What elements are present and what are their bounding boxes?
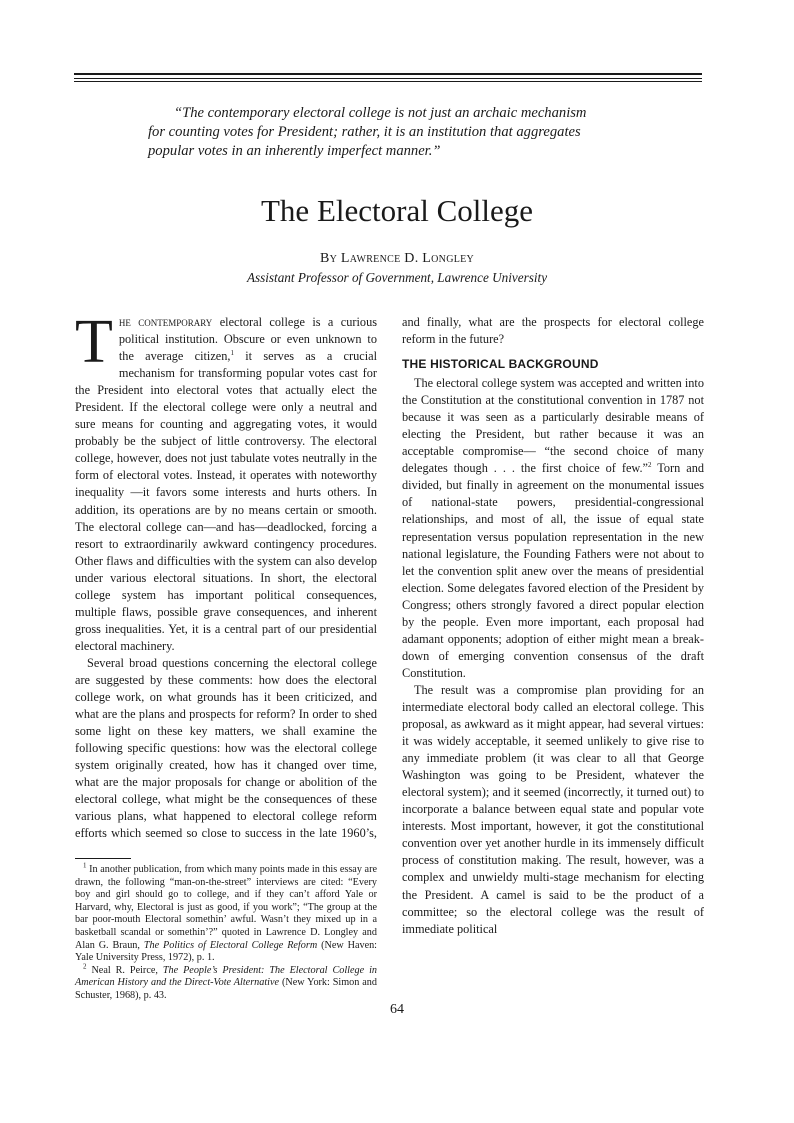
footnote-2: [75, 962, 377, 1003]
author-affiliation: Assistant Professor of Government, Lawrence University: [246, 270, 548, 285]
paragraph-2: Several broad questions concerning the electoral college are suggested by these comments: how does the electoral college work, on what grounds has it been criticized, and what are the plans and prospects for reform? In order to shed some light on these key matters, we shall examine the following specific questions: how was the electoral college system originally created, how has it changed over time, what are the major proposals for change or abolition of the electoral college, what might be the consequences of these various plans, what happened to electoral college reform efforts which seemed so close to success in the late 1960’s,: [75, 655, 377, 841]
drop-cap: T: [75, 308, 113, 376]
paragraph-3-text-b: Torn and divided, but finally in agreement on the monumental issues of national-state powers, presidential-congressional relationships, and most of all, the issue of equal state representation versus population representation in the new national legislature, the Founding Fathers were not about to let the convention split anew over the means of presidential election. Some delegates favored election of the President by Congress; others strongly favored a direct popular election by the people. Even more important, each proposal had adamant opponents; adoption of either might mean a break-down of emerging convention consensus of the draft Constitution.: [402, 461, 704, 680]
epigraph-line-3: popular votes in an inherently imperfect manner.”: [148, 143, 441, 159]
footnote-ref-2: 2: [648, 461, 652, 470]
footnote-2-text-b: (New York: Simon and Schuster, 1968), p. 43.: [75, 977, 377, 1001]
paragraph-3-text-a: The electoral college system was accepted and written into the Constitution at the constitutional convention in 1787 not because it was seen as a particularly desirable means of electing the President, but rather because it was an acceptable compromise— “the second choice of many delegates though . . . the first choice of few.”: [402, 376, 704, 476]
epigraph: [148, 104, 628, 161]
footnote-ref-1: 1: [230, 349, 234, 357]
page-number: 64: [390, 1002, 404, 1017]
author-byline: By Lawrence D. Longley: [319, 251, 475, 266]
footnotes: [75, 861, 378, 1003]
footnote-1: [75, 861, 378, 965]
footnote-1-title: The Politics of Electoral College Reform: [143, 939, 318, 951]
article-title: The Electoral College: [261, 193, 533, 228]
header-rule-thick: [74, 73, 702, 75]
epigraph-line-1: “The contemporary electoral college is not just an archaic mechanism: [174, 105, 587, 121]
left-column: [75, 308, 377, 842]
header-rule-thin: [74, 78, 702, 79]
footnote-2-text-a: Neal R. Peirce,: [86, 964, 163, 976]
paragraph-1-text-b: it serves as a crucial mechanism for transforming popular votes cast for the President into electoral votes that actually elect the President. If the electoral college were only a neutral and sure means for counting and aggregating votes, it would probably be the subject of little controversy. The electoral college, however, does not just tabulate votes neutrally in the form of electoral votes. Instead, it operates with noteworthy inequality —it favors some interests and hurts others. In addition, its operations are by no means certain or smooth. The electoral college can—and has—deadlocked, forcing a resort to extraordinarily awkward contingency procedures. Other flaws and difficulties with the system can also develop under various electoral situations. In short, the electoral college system has important political consequences, multiple flaws, possible grave consequences, and inherent gross inequalities. Yet, it is a central part of our presidential electoral machinery.: [75, 349, 377, 653]
right-column: [402, 314, 704, 938]
footnote-2-number: 2: [83, 962, 87, 971]
footnote-1-number: 1: [83, 861, 87, 870]
paragraph-2-continued: and finally, what are the prospects for electoral college reform in the future?: [402, 315, 704, 347]
opening-words: he contemporary: [118, 315, 213, 329]
footnote-1-text-b: (New Haven: Yale University Press, 1972), p. 1.: [75, 939, 378, 964]
epigraph-line-2: for counting votes for President; rather, it is an institution that aggregates: [148, 124, 581, 140]
footnote-2-title: The People’s President: The Electoral College in American History and the Direct-Vote Alternative: [75, 964, 377, 989]
header-rule-thin-2: [74, 81, 702, 82]
footnote-1-text-a: In another publication, from which many points made in this essay are drawn, the following “man-on-the-street” interviews are cited: “Every boy and girl should go to college, and if they can’t afford Yale or Harvard, why, Electoral is just as good, if you work”; “The group at the bar poor-mouth Electoral somethin’ awful. Wasn’t they mixed up in a basketball scandal or somethin’?” quoted in Lawrence D. Longley and Alan G. Braun,: [75, 864, 377, 951]
section-heading: THE HISTORICAL BACKGROUND: [402, 357, 599, 372]
footnote-rule: [75, 858, 131, 859]
paragraph-3: [402, 375, 704, 682]
paragraph-1: [75, 308, 377, 655]
paragraph-1-text-a: electoral college is a curious political institution. Obscure or even unknown to the average citizen,: [118, 315, 377, 364]
paragraph-4: The result was a compromise plan providing for an intermediate electoral body called an electoral college. This proposal, as awkward as it might appear, had several virtues: it was widely acceptable, it seemed unlikely to give rise to any immediate problem (it was clear to all that George Washington was going to be President, whatever the electoral system); and it seemed (incorrectly, it turned out) to incorporate a balance between equal state and popular vote interests. Most important, however, it got the constitutional convention over yet another hurdle in its immensely difficult process of constitution making. The result, however, was a complex and unwieldy multi-stage mechanism for electing the President. A camel is said to be the product of a committee; so the electoral college was the result of immediate political: [402, 682, 704, 936]
